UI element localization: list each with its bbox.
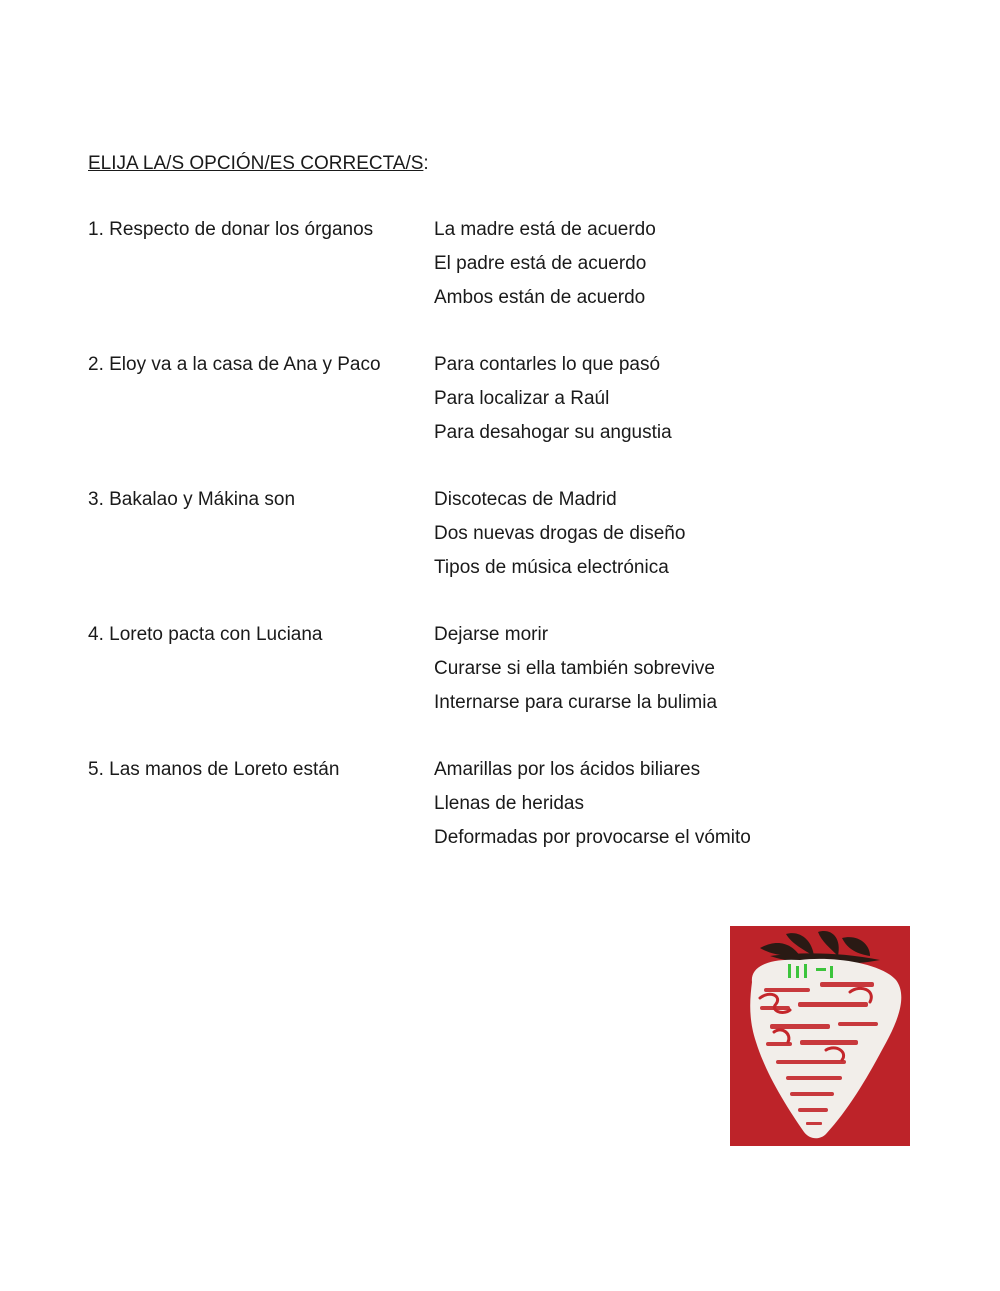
option-item[interactable]: Para desahogar su angustia [434,422,672,443]
options-list [434,758,751,860]
question-text: 2. Eloy va a la casa de Ana y Paco [88,354,381,375]
strawberry-icon [730,926,910,1146]
option-item[interactable]: Deformadas por provocarse el vómito [434,827,751,848]
options-list [434,218,656,320]
option-item[interactable]: Amarillas por los ácidos biliares [434,759,701,780]
option-item[interactable]: Llenas de heridas [434,793,584,814]
option-item[interactable]: Para contarles lo que pasó [434,354,661,375]
options-list [434,488,685,590]
question-text: 1. Respecto de donar los órganos [88,219,374,240]
option-item[interactable]: Curarse si ella también sobrevive [434,658,715,679]
option-item[interactable]: Internarse para curarse la bulimia [434,692,718,713]
option-item[interactable]: La madre está de acuerdo [434,219,656,240]
option-item[interactable]: El padre está de acuerdo [434,253,647,274]
options-list [434,353,672,455]
title-colon: : [423,153,429,174]
option-item[interactable]: Ambos están de acuerdo [434,287,646,308]
strawberry-poster-image [730,926,910,1146]
option-item[interactable]: Discotecas de Madrid [434,489,617,510]
question-text: 5. Las manos de Loreto están [88,759,340,780]
options-list [434,623,717,725]
option-item[interactable]: Tipos de música electrónica [434,557,669,578]
option-item[interactable]: Para localizar a Raúl [434,388,610,409]
worksheet-title [88,152,429,176]
option-item[interactable]: Dejarse morir [434,624,549,645]
question-text: 4. Loreto pacta con Luciana [88,624,323,645]
option-item[interactable]: Dos nuevas drogas de diseño [434,523,686,544]
question-text: 3. Bakalao y Mákina son [88,489,296,510]
title-text: ELIJA LA/S OPCIÓN/ES CORRECTA/S [88,153,424,174]
